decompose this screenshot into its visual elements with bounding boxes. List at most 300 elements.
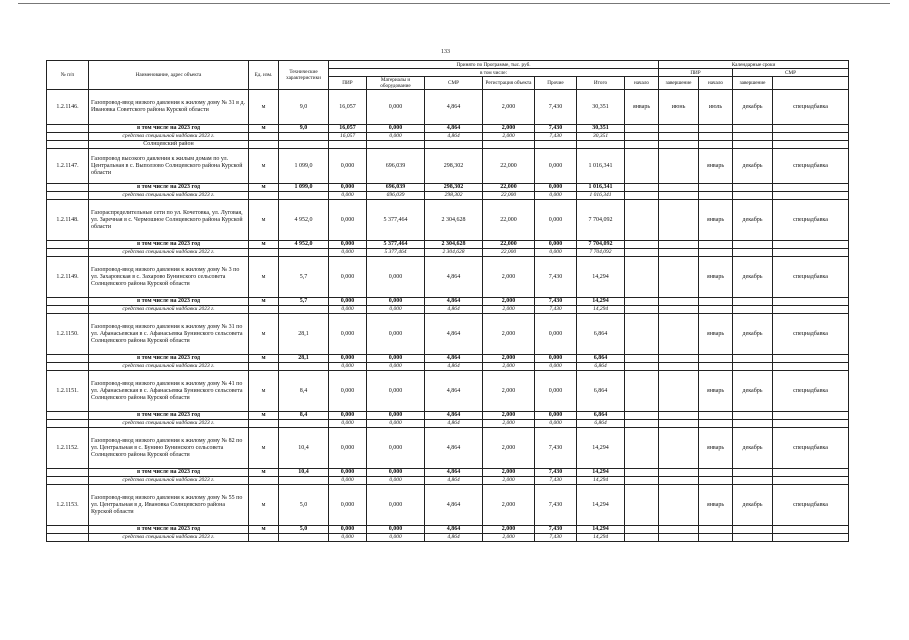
cell-empty xyxy=(535,141,577,149)
cell-no xyxy=(47,125,89,133)
cell-mat: 0,000 xyxy=(367,306,425,314)
cell-name: Газопровод-ввод низкого давления к жилому дому № 31 по ул. Афанасьевская в с. Афанасьевка Бунинского сельсовета Солнцевского района Курской области xyxy=(89,314,249,355)
cell-reg: 2,000 xyxy=(483,125,535,133)
col-pir-end: завершение xyxy=(659,77,699,90)
cell-other: 0,000 xyxy=(535,149,577,184)
cell-name: средства специальной надбавки 2023 г. xyxy=(89,192,249,200)
cell-no xyxy=(47,298,89,306)
col-incl: в том числе: xyxy=(329,69,659,77)
table-row xyxy=(47,477,849,485)
cell-unit: м xyxy=(249,526,279,534)
cell-other: 0,000 xyxy=(535,420,577,428)
cell-total: 30,351 xyxy=(577,125,625,133)
cell-smr: 2 304,628 xyxy=(425,249,483,257)
cell-reg: 2,000 xyxy=(483,485,535,526)
cell-pir_s: январь xyxy=(625,90,659,125)
cell-pir_s xyxy=(625,133,659,141)
cell-smr_s xyxy=(699,469,733,477)
cell-smr_e xyxy=(733,249,773,257)
table-row xyxy=(47,200,849,241)
cell-reg: 2,000 xyxy=(483,363,535,371)
cell-smr_e xyxy=(733,355,773,363)
cell-tech: 8,4 xyxy=(279,371,329,412)
cell-smr: 4,864 xyxy=(425,355,483,363)
cell-unit: м xyxy=(249,314,279,355)
cell-empty xyxy=(577,141,625,149)
cell-pir_e xyxy=(659,306,699,314)
cell-total: 6,864 xyxy=(577,363,625,371)
cell-pir: 0,000 xyxy=(329,200,367,241)
table-row xyxy=(47,141,849,149)
cell-smr_s xyxy=(699,306,733,314)
cell-unit: м xyxy=(249,298,279,306)
cell-tech: 5,7 xyxy=(279,257,329,298)
cell-smr_s xyxy=(699,298,733,306)
cell-pir_e xyxy=(659,184,699,192)
cell-total: 14,294 xyxy=(577,428,625,469)
cell-name: в том числе на 2023 год xyxy=(89,469,249,477)
cell-pir: 0,000 xyxy=(329,257,367,298)
cell-smr_e: декабрь xyxy=(733,428,773,469)
cell-smr_s xyxy=(699,534,733,542)
cell-pir: 0,000 xyxy=(329,314,367,355)
col-total: Итого xyxy=(577,77,625,90)
cell-pir_e xyxy=(659,125,699,133)
cell-pir_s xyxy=(625,257,659,298)
table-row xyxy=(47,90,849,125)
table-row xyxy=(47,314,849,355)
cell-smr: 4,864 xyxy=(425,477,483,485)
cell-other: 7,430 xyxy=(535,133,577,141)
cell-no xyxy=(47,249,89,257)
col-other: Прочие xyxy=(535,77,577,90)
cell-name: средства специальной надбавки 2022 г. xyxy=(89,249,249,257)
cell-pir_s xyxy=(625,125,659,133)
table-row xyxy=(47,184,849,192)
cell-other: 7,430 xyxy=(535,90,577,125)
cell-reg: 22,000 xyxy=(483,241,535,249)
cell-total: 14,294 xyxy=(577,298,625,306)
cell-pir_e xyxy=(659,249,699,257)
cell-src: спецнадбавка xyxy=(773,200,849,241)
table-row xyxy=(47,534,849,542)
cell-no: 1.2.1148. xyxy=(47,200,89,241)
cell-tech xyxy=(279,133,329,141)
table-row xyxy=(47,306,849,314)
cell-src: спецнадбавка xyxy=(773,428,849,469)
cell-unit xyxy=(249,420,279,428)
cell-other: 7,430 xyxy=(535,526,577,534)
col-smr-end: завершение xyxy=(733,77,773,90)
cell-smr_e xyxy=(733,363,773,371)
cell-smr: 298,302 xyxy=(425,192,483,200)
cell-unit: м xyxy=(249,428,279,469)
cell-mat: 0,000 xyxy=(367,412,425,420)
col-no: № п/п xyxy=(47,61,89,90)
cell-pir_s xyxy=(625,149,659,184)
cell-smr_e xyxy=(733,412,773,420)
cell-pir_e xyxy=(659,241,699,249)
cell-empty xyxy=(425,141,483,149)
cell-unit: м xyxy=(249,149,279,184)
cell-empty xyxy=(773,141,849,149)
cell-unit: м xyxy=(249,371,279,412)
table-row xyxy=(47,526,849,534)
cell-no xyxy=(47,412,89,420)
cell-no xyxy=(47,306,89,314)
cell-pir_s xyxy=(625,469,659,477)
cell-reg: 22,000 xyxy=(483,184,535,192)
table-row xyxy=(47,241,849,249)
cell-no xyxy=(47,534,89,542)
cell-empty xyxy=(249,141,279,149)
cell-smr: 4,864 xyxy=(425,363,483,371)
cell-unit xyxy=(249,534,279,542)
cell-smr_e xyxy=(733,241,773,249)
cell-unit: м xyxy=(249,355,279,363)
cell-smr_e xyxy=(733,125,773,133)
cell-total: 14,294 xyxy=(577,526,625,534)
cell-tech xyxy=(279,192,329,200)
cell-pir_e xyxy=(659,420,699,428)
cell-total: 6,864 xyxy=(577,355,625,363)
cell-src: спецнадбавка xyxy=(773,314,849,355)
cell-mat: 0,000 xyxy=(367,363,425,371)
cell-src xyxy=(773,192,849,200)
cell-other: 7,430 xyxy=(535,428,577,469)
cell-tech xyxy=(279,534,329,542)
cell-mat: 696,039 xyxy=(367,149,425,184)
cell-smr: 4,864 xyxy=(425,257,483,298)
cell-smr_e: декабрь xyxy=(733,90,773,125)
cell-mat: 0,000 xyxy=(367,371,425,412)
cell-pir_s xyxy=(625,192,659,200)
cell-name: Газопровод высокого давления к жилым домам по ул. Центральная в с. Выползово Солнцевского района Курской области xyxy=(89,149,249,184)
cell-no xyxy=(47,477,89,485)
cell-pir_e xyxy=(659,412,699,420)
cell-no xyxy=(47,241,89,249)
table-row xyxy=(47,298,849,306)
cell-name: средства специальной надбавки 2023 г. xyxy=(89,420,249,428)
cell-smr_e: декабрь xyxy=(733,371,773,412)
cell-name: в том числе на 2023 год xyxy=(89,526,249,534)
cell-pir_s xyxy=(625,534,659,542)
cell-smr_s xyxy=(699,241,733,249)
cell-smr: 4,864 xyxy=(425,298,483,306)
cell-unit: м xyxy=(249,90,279,125)
cell-other: 0,000 xyxy=(535,184,577,192)
cell-other: 0,000 xyxy=(535,200,577,241)
cell-pir_s xyxy=(625,306,659,314)
cell-tech: 4 952,0 xyxy=(279,241,329,249)
cell-unit: м xyxy=(249,184,279,192)
cell-pir_e xyxy=(659,149,699,184)
cell-name: средства специальной надбавки 2023 г. xyxy=(89,306,249,314)
cell-total: 14,294 xyxy=(577,485,625,526)
col-unit: Ед. изм. xyxy=(249,61,279,90)
cell-smr_e xyxy=(733,477,773,485)
cell-smr_s: январь xyxy=(699,257,733,298)
cell-smr: 4,864 xyxy=(425,125,483,133)
cell-src xyxy=(773,298,849,306)
cell-total: 14,294 xyxy=(577,534,625,542)
table-row xyxy=(47,355,849,363)
cell-smr: 298,302 xyxy=(425,149,483,184)
cell-other: 7,430 xyxy=(535,469,577,477)
table-row xyxy=(47,428,849,469)
cell-src xyxy=(773,477,849,485)
cell-pir: 0,000 xyxy=(329,526,367,534)
cell-src xyxy=(773,125,849,133)
cell-mat: 0,000 xyxy=(367,355,425,363)
cell-smr: 4,864 xyxy=(425,485,483,526)
cell-pir: 0,000 xyxy=(329,306,367,314)
cell-other: 7,430 xyxy=(535,477,577,485)
cell-tech: 9,0 xyxy=(279,125,329,133)
cell-name: в том числе на 2023 год xyxy=(89,125,249,133)
col-registration: Регистрация объекта xyxy=(483,77,535,90)
cell-pir_e xyxy=(659,133,699,141)
cell-smr: 4,864 xyxy=(425,526,483,534)
cell-unit: м xyxy=(249,485,279,526)
cell-reg: 2,000 xyxy=(483,412,535,420)
cell-src xyxy=(773,534,849,542)
cell-smr_s xyxy=(699,184,733,192)
cell-mat: 0,000 xyxy=(367,298,425,306)
cell-smr_e: декабрь xyxy=(733,149,773,184)
cell-smr_e: декабрь xyxy=(733,485,773,526)
cell-no xyxy=(47,420,89,428)
cell-reg: 2,000 xyxy=(483,428,535,469)
cell-pir_e xyxy=(659,355,699,363)
cell-smr_e xyxy=(733,526,773,534)
page-number: 133 xyxy=(441,49,450,55)
table-row xyxy=(47,133,849,141)
cell-reg: 2,000 xyxy=(483,298,535,306)
program-table xyxy=(46,60,849,542)
table-row xyxy=(47,192,849,200)
cell-pir_s xyxy=(625,184,659,192)
cell-other: 0,000 xyxy=(535,355,577,363)
cell-smr_e xyxy=(733,133,773,141)
cell-smr: 4,864 xyxy=(425,133,483,141)
cell-total: 6,864 xyxy=(577,371,625,412)
cell-src xyxy=(773,469,849,477)
cell-smr_s xyxy=(699,526,733,534)
table-row xyxy=(47,125,849,133)
cell-tech: 28,1 xyxy=(279,314,329,355)
cell-smr_s xyxy=(699,363,733,371)
cell-pir: 0,000 xyxy=(329,428,367,469)
cell-pir: 0,000 xyxy=(329,477,367,485)
cell-other: 7,430 xyxy=(535,306,577,314)
cell-smr_s: январь xyxy=(699,371,733,412)
col-smr-start: начало xyxy=(699,77,733,90)
cell-smr_s xyxy=(699,133,733,141)
cell-tech: 4 952,0 xyxy=(279,200,329,241)
cell-name: Газопровод-ввод низкого давления к жилому дому № 82 по ул. Центральная в с. Бунино Бунинского сельсовета Солнцевского района Курской области xyxy=(89,428,249,469)
cell-pir_s xyxy=(625,355,659,363)
cell-pir_e xyxy=(659,257,699,298)
cell-src xyxy=(773,355,849,363)
cell-no: 1.2.1153. xyxy=(47,485,89,526)
cell-mat: 0,000 xyxy=(367,469,425,477)
cell-tech: 1 099,0 xyxy=(279,184,329,192)
cell-src: спецнадбавка xyxy=(773,90,849,125)
cell-pir_s xyxy=(625,200,659,241)
cell-smr: 4,864 xyxy=(425,306,483,314)
cell-smr_e xyxy=(733,184,773,192)
cell-empty xyxy=(279,141,329,149)
cell-smr: 4,864 xyxy=(425,90,483,125)
cell-no xyxy=(47,141,89,149)
cell-mat: 0,000 xyxy=(367,534,425,542)
cell-pir: 0,000 xyxy=(329,149,367,184)
cell-reg: 2,000 xyxy=(483,526,535,534)
cell-smr: 4,864 xyxy=(425,420,483,428)
cell-other: 7,430 xyxy=(535,485,577,526)
cell-pir_e xyxy=(659,526,699,534)
cell-smr_e xyxy=(733,420,773,428)
cell-tech: 5,0 xyxy=(279,526,329,534)
cell-src xyxy=(773,306,849,314)
cell-reg: 2,000 xyxy=(483,133,535,141)
cell-pir_s xyxy=(625,412,659,420)
cell-no xyxy=(47,526,89,534)
cell-mat: 0,000 xyxy=(367,133,425,141)
cell-no: 1.2.1152. xyxy=(47,428,89,469)
table-row xyxy=(47,149,849,184)
cell-other: 0,000 xyxy=(535,314,577,355)
cell-tech: 1 099,0 xyxy=(279,149,329,184)
cell-name: Газораспределительные сети по ул. Кочетовка, ул. Луговая, ул. Заречная в с. Чермошное Солнцевского района Курской области xyxy=(89,200,249,241)
cell-smr_s xyxy=(699,420,733,428)
col-terms-smr: СМР xyxy=(733,69,849,77)
cell-unit xyxy=(249,477,279,485)
cell-mat: 0,000 xyxy=(367,477,425,485)
cell-smr: 2 304,628 xyxy=(425,241,483,249)
table-row xyxy=(47,249,849,257)
cell-tech: 10,4 xyxy=(279,469,329,477)
col-pir: ПИР xyxy=(329,77,367,90)
cell-smr_s: июль xyxy=(699,90,733,125)
cell-smr_e: декабрь xyxy=(733,200,773,241)
cell-empty xyxy=(699,141,733,149)
cell-reg: 2,000 xyxy=(483,257,535,298)
cell-no xyxy=(47,184,89,192)
cell-total: 14,294 xyxy=(577,306,625,314)
table-row xyxy=(47,485,849,526)
cell-mat: 5 377,464 xyxy=(367,200,425,241)
table-row xyxy=(47,469,849,477)
cell-other: 0,000 xyxy=(535,412,577,420)
cell-pir_e xyxy=(659,534,699,542)
cell-name: Газопровод-ввод низкого давления к жилому дому № 3 по ул. Захаровская в с. Захарово Бунинского сельсовета Солнцевского района Курской области xyxy=(89,257,249,298)
cell-other: 0,000 xyxy=(535,192,577,200)
cell-mat: 5 377,464 xyxy=(367,249,425,257)
cell-mat: 5 377,464 xyxy=(367,241,425,249)
cell-pir: 0,000 xyxy=(329,355,367,363)
cell-empty xyxy=(483,141,535,149)
cell-pir: 0,000 xyxy=(329,371,367,412)
cell-pir_e xyxy=(659,200,699,241)
cell-empty xyxy=(329,141,367,149)
cell-src xyxy=(773,412,849,420)
cell-total: 30,351 xyxy=(577,90,625,125)
cell-smr_e xyxy=(733,469,773,477)
cell-pir: 16,057 xyxy=(329,125,367,133)
cell-reg: 2,000 xyxy=(483,306,535,314)
cell-name: в том числе на 2023 год xyxy=(89,184,249,192)
cell-name: Газопровод-ввод низкого давления к жилому дому № 31 в д. Ивановка Советского района Курской области xyxy=(89,90,249,125)
cell-other: 7,430 xyxy=(535,125,577,133)
cell-mat: 0,000 xyxy=(367,314,425,355)
cell-no: 1.2.1146. xyxy=(47,90,89,125)
cell-unit: м xyxy=(249,200,279,241)
cell-smr: 4,864 xyxy=(425,412,483,420)
cell-smr: 4,864 xyxy=(425,371,483,412)
cell-reg: 2,000 xyxy=(483,355,535,363)
cell-tech xyxy=(279,306,329,314)
cell-name: средства специальной надбавки 2023 г. xyxy=(89,477,249,485)
cell-name: в том числе на 2023 год xyxy=(89,298,249,306)
cell-pir_s xyxy=(625,477,659,485)
cell-total: 7 704,092 xyxy=(577,241,625,249)
cell-mat: 0,000 xyxy=(367,125,425,133)
col-terms-pir: ПИР xyxy=(659,69,733,77)
cell-unit: м xyxy=(249,241,279,249)
cell-pir: 0,000 xyxy=(329,249,367,257)
cell-pir_s xyxy=(625,526,659,534)
cell-total: 6,864 xyxy=(577,314,625,355)
cell-smr_s xyxy=(699,192,733,200)
col-pir-start: начало xyxy=(625,77,659,90)
cell-reg: 22,000 xyxy=(483,200,535,241)
cell-src: спецнадбавка xyxy=(773,149,849,184)
table-body xyxy=(47,90,849,542)
col-funding-group: Принято по Программе, тыс. руб. xyxy=(329,61,659,69)
cell-tech xyxy=(279,363,329,371)
cell-smr: 4,864 xyxy=(425,428,483,469)
cell-pir_s xyxy=(625,363,659,371)
cell-mat: 0,000 xyxy=(367,257,425,298)
cell-pir_s xyxy=(625,241,659,249)
cell-smr_s xyxy=(699,412,733,420)
cell-total: 30,351 xyxy=(577,133,625,141)
cell-smr_e xyxy=(733,534,773,542)
cell-total: 7 704,092 xyxy=(577,200,625,241)
cell-pir_e xyxy=(659,469,699,477)
cell-pir: 0,000 xyxy=(329,363,367,371)
cell-pir_e xyxy=(659,485,699,526)
cell-total: 14,294 xyxy=(577,257,625,298)
cell-pir: 16,057 xyxy=(329,133,367,141)
cell-smr: 2 304,628 xyxy=(425,200,483,241)
cell-name: средства специальной надбавки 2023 г. xyxy=(89,133,249,141)
cell-smr: 4,864 xyxy=(425,314,483,355)
cell-pir: 0,000 xyxy=(329,469,367,477)
cell-tech xyxy=(279,249,329,257)
cell-total: 1 016,341 xyxy=(577,184,625,192)
cell-name: в том числе на 2023 год xyxy=(89,241,249,249)
cell-pir: 0,000 xyxy=(329,485,367,526)
cell-pir: 0,000 xyxy=(329,192,367,200)
cell-mat: 0,000 xyxy=(367,485,425,526)
cell-no: 1.2.1149. xyxy=(47,257,89,298)
cell-total: 14,294 xyxy=(577,477,625,485)
cell-other: 0,000 xyxy=(535,241,577,249)
cell-src xyxy=(773,133,849,141)
